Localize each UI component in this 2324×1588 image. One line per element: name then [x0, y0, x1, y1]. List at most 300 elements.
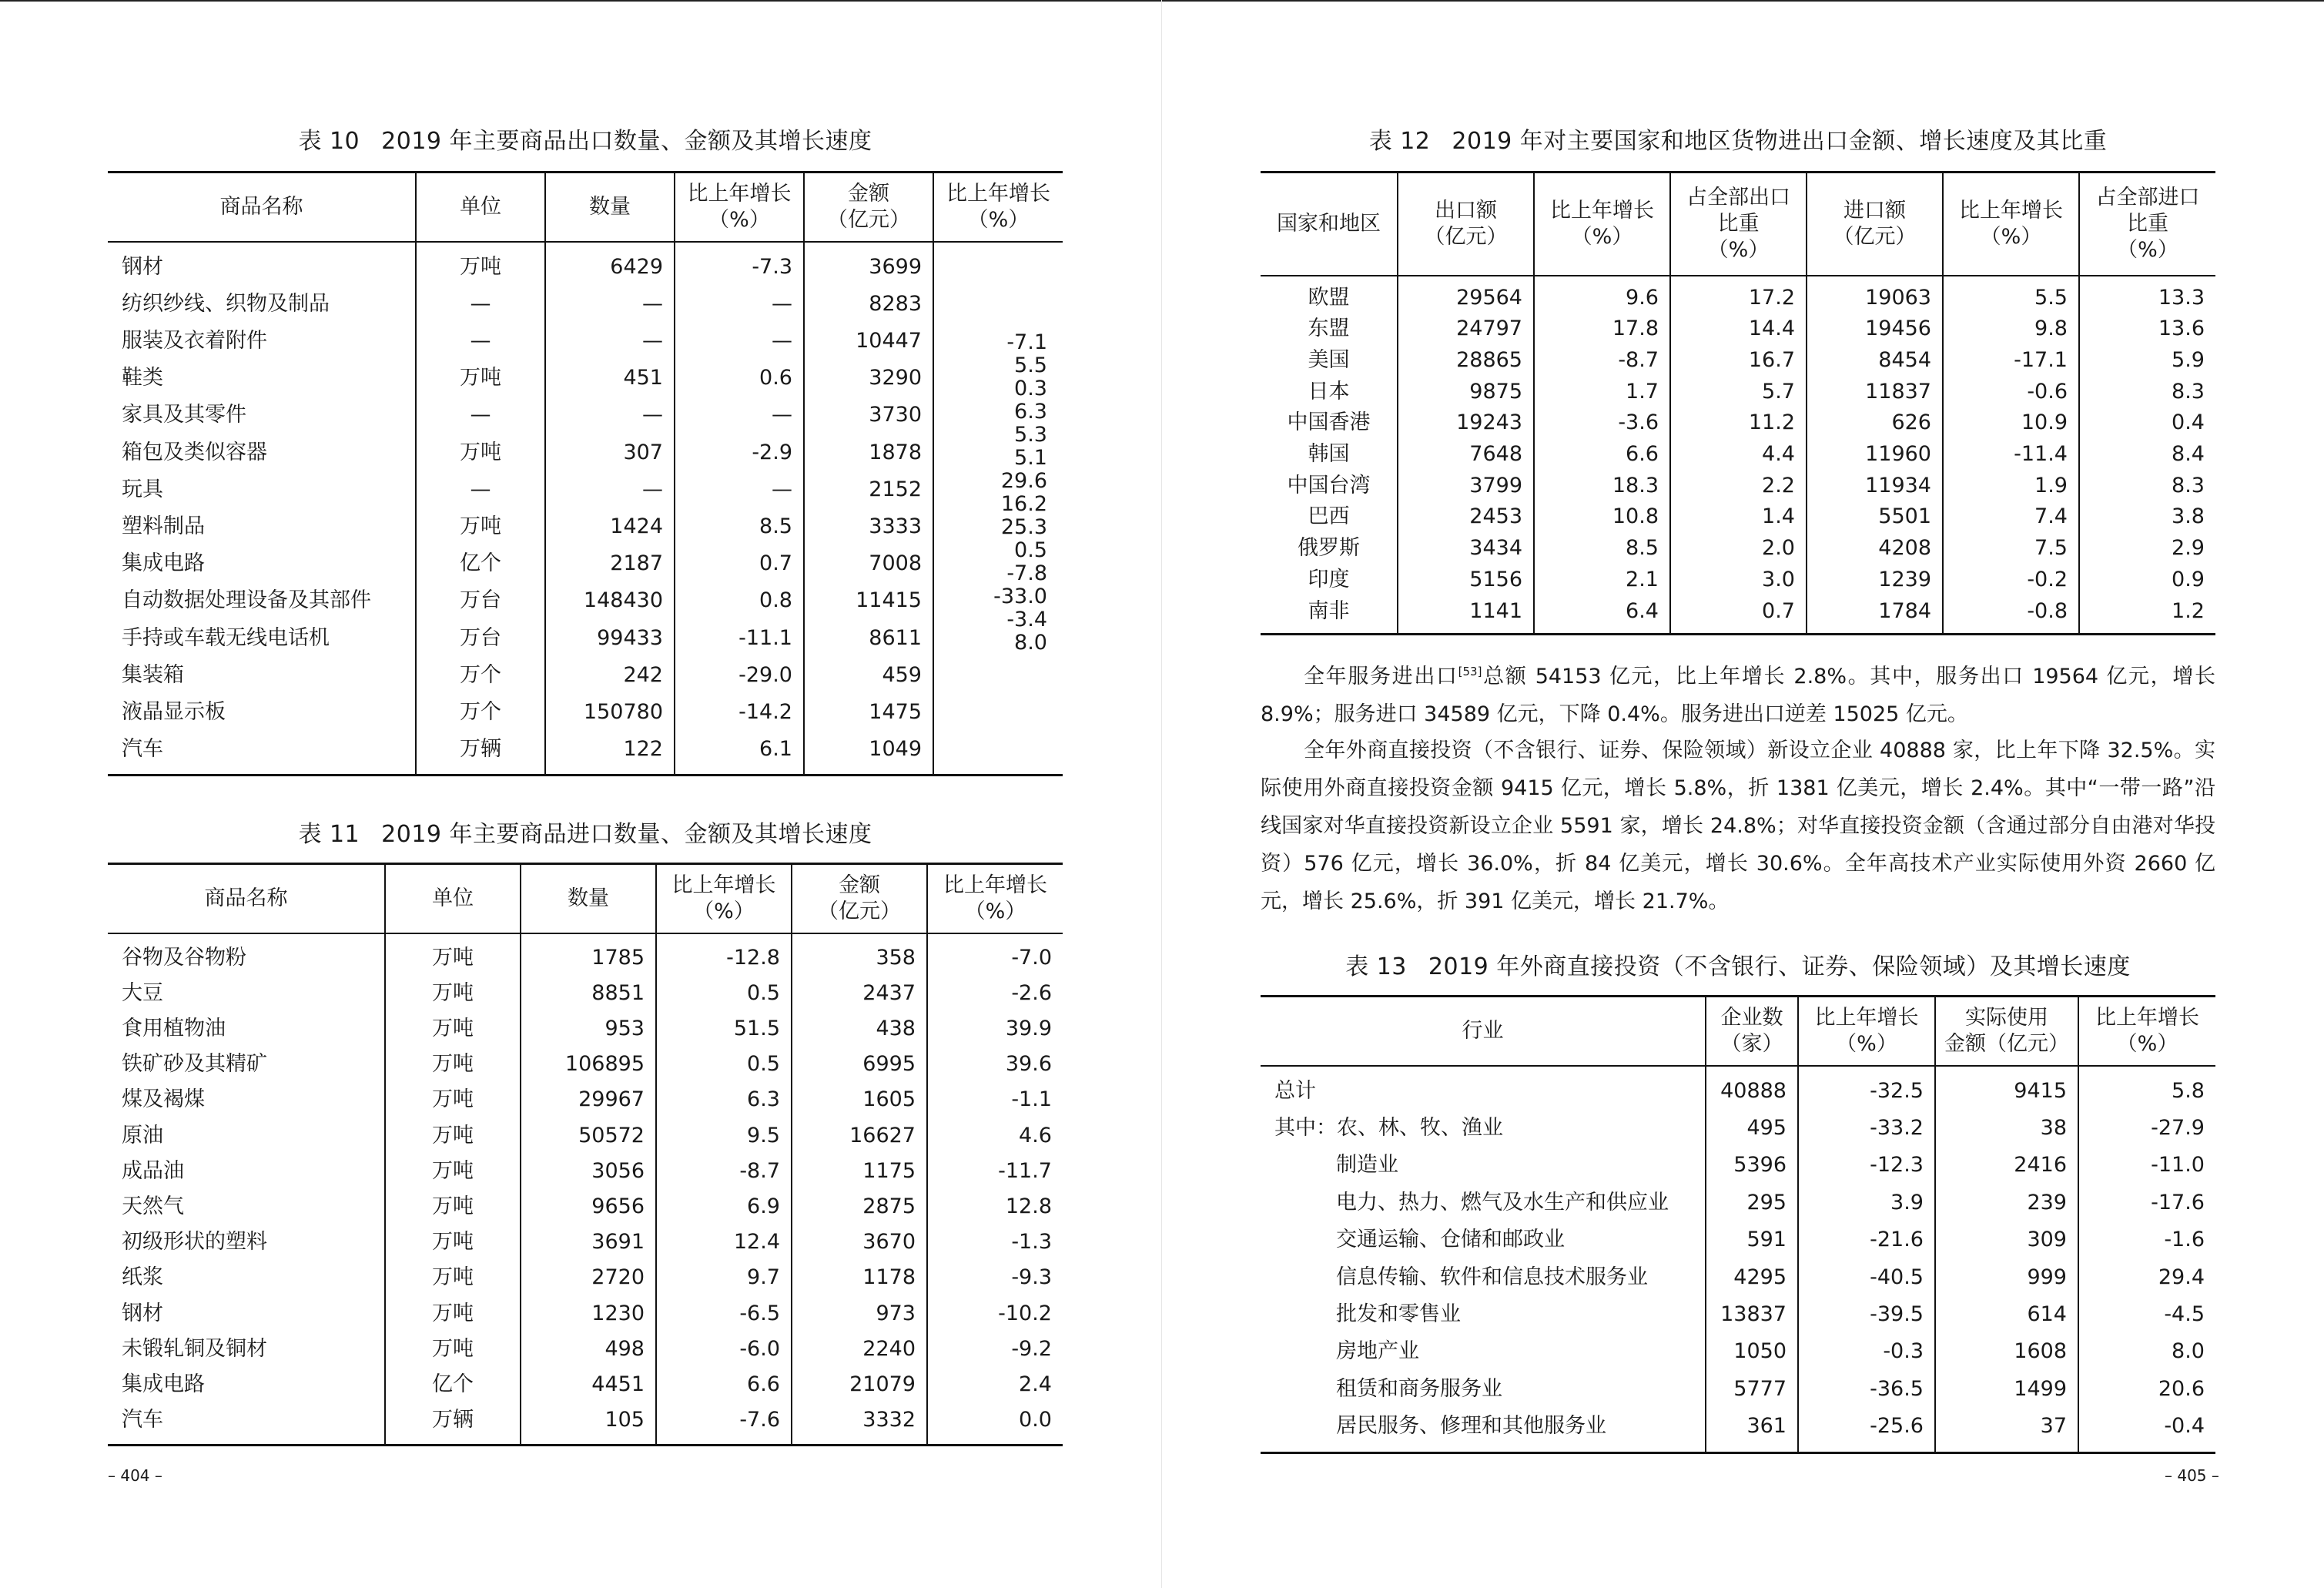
table11-header-row [108, 864, 1063, 933]
quantity-growth-cell: — [675, 471, 804, 508]
quantity-cell: — [545, 471, 675, 508]
quantity-growth-cell: 6.6 [656, 1367, 792, 1402]
table-row [108, 545, 1063, 582]
column-header-line: （%） [2116, 1031, 2178, 1056]
table-row [108, 286, 1063, 323]
product-name-cell: 塑料制品 [122, 514, 205, 538]
table-row [108, 694, 1063, 731]
table11 [108, 863, 1063, 1446]
amount-growth-value: 0.5 [1014, 538, 1047, 562]
unit-cell: 万吨 [416, 360, 545, 397]
import-growth-cell: -0.6 [1943, 377, 2079, 408]
column-header [927, 864, 1063, 933]
table-row [108, 1296, 1063, 1332]
fdi-growth-cell: -0.4 [2078, 1408, 2215, 1452]
fdi-growth-cell: 8.0 [2078, 1333, 2215, 1370]
amount-cell: 11415 [804, 582, 933, 619]
quantity-growth-cell: 12.4 [656, 1225, 792, 1260]
column-header [1706, 997, 1798, 1066]
table12-body [1261, 276, 2215, 635]
quantity-cell: 242 [545, 657, 675, 694]
import-growth-cell: 10.9 [1943, 407, 2079, 439]
column-header-line: 占全部进口 [2095, 185, 2200, 209]
industry-cell: 批发和零售业 [1336, 1302, 1461, 1326]
column-header [2079, 173, 2215, 276]
fdi-amount-cell: 37 [1935, 1408, 2078, 1452]
quantity-cell: 50572 [521, 1118, 656, 1154]
column-header-line: 比上年增长 [2095, 1005, 2199, 1030]
export-cell: 7648 [1398, 439, 1534, 471]
firms-growth-cell: -36.5 [1798, 1371, 1935, 1408]
column-header-line: 出口额 [1435, 198, 1497, 223]
export-growth-cell: -3.6 [1534, 407, 1670, 439]
amount-cell: 21079 [792, 1367, 927, 1402]
export-share-cell: 2.2 [1670, 471, 1807, 502]
fdi-paragraph: 全年外商直接投资（不含银行、证券、保险领域）新设立企业 40888 家，比上年下降 32.5%。实际使用外商直接投资金额 9415 亿元，增长 5.8%，折 1381 亿美元，增长 2.4%。其中“一带一路”沿线国家对华直接投资新设立企业 5591 家，增长 24.8%；对华直接投资金额（含通过部分自由港对华投资）576 亿元，增长 36.0%，折 84 亿美元，增长 30.6%。全年高技术产业实际使用外资 2660 亿元，增长 25.6%，折 391 亿美元，增长 21.7%。 [1261, 739, 2215, 913]
quantity-growth-cell: -2.9 [675, 434, 804, 471]
quantity-growth-cell: 0.7 [675, 545, 804, 582]
import-share-cell: 8.3 [2079, 377, 2215, 408]
amount-growth-value: 6.3 [1014, 400, 1047, 424]
column-header [1398, 173, 1534, 276]
region-cell: 日本 [1308, 379, 1350, 404]
quantity-growth-cell: -7.6 [656, 1402, 792, 1446]
fdi-amount-cell: 999 [1935, 1259, 2078, 1296]
unit-cell: 万吨 [385, 1225, 521, 1260]
export-cell: 3434 [1398, 533, 1534, 565]
column-header-line: （%） [693, 899, 755, 923]
firms-growth-cell: -40.5 [1798, 1259, 1935, 1296]
fdi-growth-cell: -27.9 [2078, 1110, 2215, 1147]
services-trade-paragraph [1261, 653, 2215, 733]
amount-growth-value: 25.3 [1000, 515, 1047, 539]
export-growth-cell: 8.5 [1534, 533, 1670, 565]
column-header-line: 比上年增长 [1959, 198, 2063, 223]
amount-growth-cell: -10.2 [927, 1296, 1063, 1332]
amount-cell: 7008 [804, 545, 933, 582]
fdi-amount-cell: 9415 [1935, 1066, 2078, 1110]
table-row [1261, 1408, 2215, 1452]
export-cell: 1141 [1398, 596, 1534, 635]
product-name-cell: 鞋类 [122, 366, 163, 390]
table-row [108, 1047, 1063, 1082]
column-header-line: （%） [967, 207, 1030, 232]
product-name-cell: 铁矿砂及其精矿 [122, 1052, 267, 1077]
unit-cell: 万吨 [385, 933, 521, 976]
column-header-line: 比上年增长 [671, 873, 776, 897]
table-row [108, 1332, 1063, 1367]
quantity-growth-cell: 51.5 [656, 1011, 792, 1047]
column-header-line: 比上年增长 [1550, 198, 1654, 223]
product-name-cell: 箱包及类似容器 [122, 440, 267, 464]
table13-title: 2019 年外商直接投资（不含银行、证券、保险领域）及其增长速度 [1428, 953, 2131, 980]
fdi-amount-cell: 1499 [1935, 1371, 2078, 1408]
import-cell: 8454 [1807, 345, 1943, 377]
product-name-cell: 纸浆 [122, 1265, 163, 1290]
firms-growth-cell: -32.5 [1798, 1066, 1935, 1110]
quantity-cell: 307 [545, 434, 675, 471]
export-share-cell: 14.4 [1670, 313, 1807, 345]
amount-cell: 438 [792, 1011, 927, 1047]
amount-growth-value: -7.8 [1006, 561, 1047, 585]
unit-cell: 万台 [416, 582, 545, 619]
amount-growth-cell [933, 731, 1063, 776]
import-share-cell: 13.3 [2079, 276, 2215, 314]
amount-growth-cell: 39.9 [927, 1011, 1063, 1047]
amount-cell: 3730 [804, 397, 933, 434]
column-header-line: （%） [1707, 237, 1770, 262]
product-name-cell: 钢材 [122, 254, 163, 279]
import-cell: 11837 [1807, 377, 1943, 408]
unit-cell: 万吨 [385, 1118, 521, 1154]
region-cell: 俄罗斯 [1298, 536, 1360, 561]
export-cell: 3799 [1398, 471, 1534, 502]
quantity-cell: 150780 [545, 694, 675, 731]
column-header-line: 数量 [589, 194, 631, 219]
column-header [1935, 997, 2078, 1066]
unit-cell: 万辆 [385, 1402, 521, 1446]
column-header-line: （%） [1571, 224, 1633, 249]
import-share-cell: 0.9 [2079, 565, 2215, 596]
column-header-line: 进口额 [1843, 198, 1906, 223]
table10 [108, 171, 1063, 776]
amount-cell: 16627 [792, 1118, 927, 1154]
table-row [1261, 1147, 2215, 1184]
table-row [108, 1402, 1063, 1446]
table-row [1261, 565, 2215, 596]
amount-growth-cell: -2.6 [927, 976, 1063, 1011]
table-row [108, 933, 1063, 976]
export-growth-cell: 1.7 [1534, 377, 1670, 408]
amount-cell: 358 [792, 933, 927, 976]
quantity-growth-cell: 6.3 [656, 1082, 792, 1117]
table13-body [1261, 1066, 2215, 1453]
quantity-cell: 99433 [545, 620, 675, 657]
fdi-growth-cell: 29.4 [2078, 1259, 2215, 1296]
firms-cell: 295 [1706, 1184, 1798, 1221]
export-growth-cell: 10.8 [1534, 501, 1670, 533]
column-header-line: （%） [1836, 1031, 1897, 1056]
table-row [1261, 1184, 2215, 1221]
quantity-growth-cell: -6.0 [656, 1332, 792, 1367]
unit-cell: 亿个 [416, 545, 545, 582]
column-header-line: 比上年增长 [943, 873, 1047, 897]
column-header-line: 金额 [848, 181, 889, 206]
table11-title: 2019 年主要商品进口数量、金额及其增长速度 [381, 821, 872, 848]
firms-growth-cell: -25.6 [1798, 1408, 1935, 1452]
quantity-cell: 105 [521, 1402, 656, 1446]
export-cell: 28865 [1398, 345, 1534, 377]
unit-cell: — [416, 397, 545, 434]
column-header-line: 占全部出口 [1686, 185, 1790, 209]
quantity-cell: 2720 [521, 1260, 656, 1295]
export-growth-cell: 6.4 [1534, 596, 1670, 635]
unit-cell: 万个 [416, 657, 545, 694]
import-growth-cell: 1.9 [1943, 471, 2079, 502]
import-share-cell: 0.4 [2079, 407, 2215, 439]
unit-cell: 万吨 [385, 1082, 521, 1117]
table-row [1261, 501, 2215, 533]
column-header [933, 173, 1063, 242]
region-cell: 韩国 [1308, 442, 1350, 467]
amount-cell: 3699 [804, 242, 933, 286]
region-cell: 印度 [1308, 567, 1350, 591]
import-cell: 11934 [1807, 471, 1943, 502]
quantity-cell: 1230 [521, 1296, 656, 1332]
table-row [108, 323, 1063, 360]
column-header [1261, 173, 1398, 276]
firms-cell: 13837 [1706, 1296, 1798, 1333]
column-header-line: 商品名称 [219, 194, 303, 219]
amount-cell: 8611 [804, 620, 933, 657]
quantity-cell: 4451 [521, 1367, 656, 1402]
table-row [108, 434, 1063, 471]
product-name-cell: 服装及衣着附件 [122, 328, 267, 353]
import-cell: 1784 [1807, 596, 1943, 635]
export-share-cell: 3.0 [1670, 565, 1807, 596]
column-header-line: （%） [964, 899, 1026, 923]
column-header [1943, 173, 2079, 276]
amount-cell: 1178 [792, 1260, 927, 1295]
export-cell: 29564 [1398, 276, 1534, 314]
column-header-line: （%） [1980, 224, 2042, 249]
product-name-cell: 自动数据处理设备及其部件 [122, 588, 371, 613]
import-growth-cell: -0.2 [1943, 565, 2079, 596]
table-row [1261, 1066, 2215, 1110]
amount-growth-cell: 0.0 [927, 1402, 1063, 1446]
industry-cell: 居民服务、修理和其他服务业 [1336, 1414, 1606, 1439]
table-row [1261, 596, 2215, 635]
import-growth-cell: -17.1 [1943, 345, 2079, 377]
fdi-growth-cell: -1.6 [2078, 1221, 2215, 1258]
table11-body [108, 933, 1063, 1446]
table-row [108, 620, 1063, 657]
import-share-cell: 1.2 [2079, 596, 2215, 635]
quantity-growth-cell: — [675, 397, 804, 434]
industry-cell: 其中：农、林、牧、渔业 [1274, 1115, 1503, 1140]
amount-growth-value: -7.1 [1006, 330, 1047, 354]
unit-cell: 万台 [416, 620, 545, 657]
export-share-cell: 4.4 [1670, 439, 1807, 471]
import-cell: 19456 [1807, 313, 1943, 345]
amount-growth-cell [933, 242, 1063, 286]
amount-growth-cell: -7.0 [927, 933, 1063, 976]
table-row [108, 1154, 1063, 1189]
unit-cell: 万辆 [416, 731, 545, 776]
column-header-line: （%） [708, 207, 770, 232]
product-name-cell: 玩具 [122, 477, 163, 501]
table-row [1261, 1221, 2215, 1258]
amount-growth-cell: 2.4 [927, 1367, 1063, 1402]
unit-cell: 万吨 [385, 1332, 521, 1367]
table13-caption [1261, 947, 2215, 981]
firms-cell: 361 [1706, 1408, 1798, 1452]
column-header [545, 173, 675, 242]
region-cell: 欧盟 [1308, 285, 1350, 310]
table-row [108, 657, 1063, 694]
right-page-number: – 405 – [2165, 1466, 2219, 1485]
table12-caption [1261, 122, 2215, 156]
table-row [108, 1118, 1063, 1154]
export-growth-cell: 18.3 [1534, 471, 1670, 502]
product-name-cell: 谷物及谷物粉 [122, 945, 246, 970]
table-row [108, 976, 1063, 1011]
column-header [1670, 173, 1807, 276]
product-name-cell: 家具及其零件 [122, 403, 246, 427]
import-share-cell: 8.3 [2079, 471, 2215, 502]
table-row [108, 508, 1063, 545]
quantity-cell: 8851 [521, 976, 656, 1011]
quantity-cell: 498 [521, 1332, 656, 1367]
column-header-line: （亿元） [827, 207, 910, 232]
industry-cell: 电力、热力、燃气及水生产和供应业 [1336, 1190, 1669, 1214]
product-name-cell: 煤及褐煤 [122, 1087, 205, 1112]
table10-amount-growth-column [932, 331, 1047, 655]
import-growth-cell: -11.4 [1943, 439, 2079, 471]
quantity-cell: 29967 [521, 1082, 656, 1117]
quantity-growth-cell: -29.0 [675, 657, 804, 694]
table-row [108, 1367, 1063, 1402]
table-row [1261, 1333, 2215, 1370]
column-header [2078, 997, 2215, 1066]
quantity-growth-cell: — [675, 286, 804, 323]
unit-cell: 万吨 [385, 976, 521, 1011]
import-cell: 5501 [1807, 501, 1943, 533]
amount-growth-value: 8.0 [1014, 631, 1047, 655]
quantity-cell: 9656 [521, 1189, 656, 1225]
amount-cell: 3290 [804, 360, 933, 397]
quantity-growth-cell: -8.7 [656, 1154, 792, 1189]
fdi-amount-cell: 1608 [1935, 1333, 2078, 1370]
unit-cell: 万吨 [416, 242, 545, 286]
amount-cell: 1175 [792, 1154, 927, 1189]
column-header [1798, 997, 1935, 1066]
table-row [1261, 1371, 2215, 1408]
column-header-line: 单位 [432, 886, 474, 910]
amount-cell: 2875 [792, 1189, 927, 1225]
quantity-growth-cell: -7.3 [675, 242, 804, 286]
column-header-line: 行业 [1462, 1018, 1504, 1043]
unit-cell: 万吨 [385, 1189, 521, 1225]
column-header [1261, 997, 1706, 1066]
column-header-line: 单位 [460, 194, 501, 219]
fdi-amount-cell: 2416 [1935, 1147, 2078, 1184]
unit-cell: 万吨 [416, 434, 545, 471]
quantity-growth-cell: 0.6 [675, 360, 804, 397]
quantity-cell: 3691 [521, 1225, 656, 1260]
table12 [1261, 171, 2215, 635]
table10-label: 表 10 [298, 128, 360, 155]
firms-growth-cell: -39.5 [1798, 1296, 1935, 1333]
amount-cell: 973 [792, 1296, 927, 1332]
column-header [1807, 173, 1943, 276]
unit-cell: — [416, 323, 545, 360]
quantity-growth-cell: 0.5 [656, 1047, 792, 1082]
region-cell: 中国香港 [1287, 410, 1371, 435]
table-row [1261, 377, 2215, 408]
column-header-line: （家） [1720, 1031, 1783, 1056]
export-share-cell: 17.2 [1670, 276, 1807, 314]
column-header-line: 数量 [568, 886, 609, 910]
product-name-cell: 成品油 [122, 1158, 184, 1183]
table13 [1261, 995, 2215, 1454]
region-cell: 中国台湾 [1287, 473, 1371, 498]
footnote-ref[interactable]: [53] [1458, 665, 1482, 678]
product-name-cell: 初级形状的塑料 [122, 1230, 267, 1255]
table-row [108, 397, 1063, 434]
unit-cell: — [416, 471, 545, 508]
table-row [1261, 345, 2215, 377]
quantity-growth-cell: -12.8 [656, 933, 792, 976]
import-cell: 19063 [1807, 276, 1943, 314]
amount-growth-cell: -1.3 [927, 1225, 1063, 1260]
unit-cell: 万吨 [385, 1011, 521, 1047]
table-row [108, 360, 1063, 397]
export-share-cell: 1.4 [1670, 501, 1807, 533]
table-row [108, 1260, 1063, 1295]
amount-growth-cell [933, 694, 1063, 731]
column-header [675, 173, 804, 242]
industry-cell: 信息传输、软件和信息技术服务业 [1336, 1265, 1648, 1289]
import-cell: 4208 [1807, 533, 1943, 565]
quantity-growth-cell: 6.9 [656, 1189, 792, 1225]
fdi-growth-cell: 20.6 [2078, 1371, 2215, 1408]
firms-growth-cell: -12.3 [1798, 1147, 1935, 1184]
amount-growth-value: 29.6 [1000, 469, 1047, 493]
column-header-line: 比上年增长 [1814, 1005, 1919, 1030]
export-growth-cell: 2.1 [1534, 565, 1670, 596]
column-header-line: 实际使用 [1965, 1005, 2048, 1030]
amount-growth-value: 5.3 [1014, 423, 1047, 447]
table13-header-row [1261, 997, 2215, 1066]
table11-label: 表 11 [298, 821, 360, 848]
amount-growth-value: 5.5 [1014, 353, 1047, 377]
column-header [804, 173, 933, 242]
firms-growth-cell: -33.2 [1798, 1110, 1935, 1147]
fdi-growth-cell: -11.0 [2078, 1147, 2215, 1184]
table-row [108, 1011, 1063, 1047]
table-row [1261, 1110, 2215, 1147]
import-share-cell: 5.9 [2079, 345, 2215, 377]
amount-cell: 3332 [792, 1402, 927, 1446]
fdi-amount-cell: 309 [1935, 1221, 2078, 1258]
quantity-cell: 106895 [521, 1047, 656, 1082]
firms-cell: 591 [1706, 1221, 1798, 1258]
quantity-cell: 148430 [545, 582, 675, 619]
fdi-amount-cell: 38 [1935, 1110, 2078, 1147]
unit-cell: 亿个 [385, 1367, 521, 1402]
table-row [1261, 533, 2215, 565]
firms-growth-cell: -0.3 [1798, 1333, 1935, 1370]
quantity-cell: 2187 [545, 545, 675, 582]
unit-cell: 万吨 [416, 508, 545, 545]
firms-cell: 495 [1706, 1110, 1798, 1147]
product-name-cell: 集成电路 [122, 551, 205, 576]
column-header-line: （%） [2117, 237, 2178, 262]
region-cell: 巴西 [1308, 504, 1350, 529]
table-row [108, 242, 1063, 286]
export-growth-cell: 17.8 [1534, 313, 1670, 345]
region-cell: 南非 [1308, 598, 1350, 623]
quantity-cell: 1424 [545, 508, 675, 545]
import-cell: 11960 [1807, 439, 1943, 471]
quantity-cell: 6429 [545, 242, 675, 286]
import-growth-cell: 9.8 [1943, 313, 2079, 345]
quantity-cell: 953 [521, 1011, 656, 1047]
amount-growth-cell: -9.2 [927, 1332, 1063, 1367]
product-name-cell: 纺织纱线、织物及制品 [122, 291, 330, 316]
import-growth-cell: 5.5 [1943, 276, 2079, 314]
